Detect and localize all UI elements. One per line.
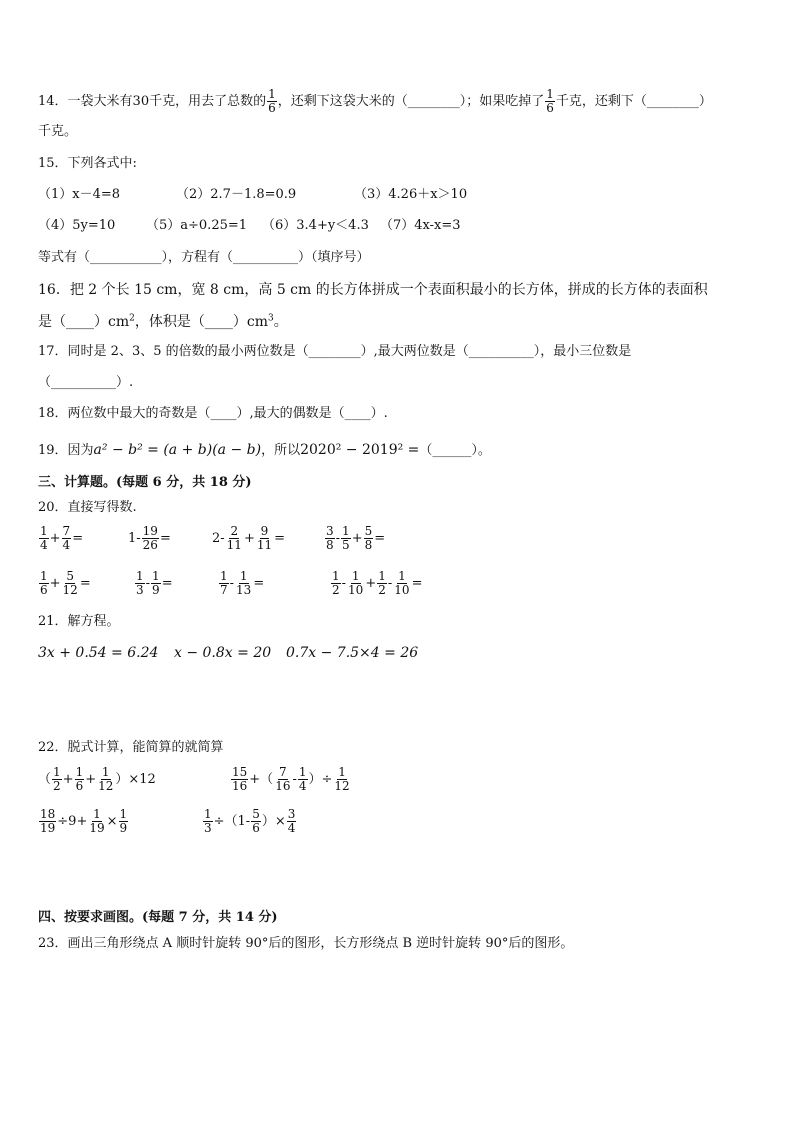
q22-d: $\frac{1}{3}$ ÷（1- $\frac{5}{6}$ ）× $\frac{3}{4}$ [204,807,296,835]
q20-title: 20．直接写得数. [38,500,137,515]
q20-d: $\frac{3}{8}$ - $\frac{1}{5}$ + $\frac{5}{8}$ = [326,524,386,552]
q14-line2: 千克。 [38,124,78,139]
q22-title: 22．脱式计算，能简算的就简算 [38,740,224,755]
q23: 23．画出三角形绕点 A 顺时针旋转 90°后的图形，长方形绕点 B 逆时针旋转 90°后的图形。 [38,936,574,951]
q20-g: $\frac{1}{7}$ - $\frac{1}{13}$ = [220,569,265,597]
q20-a: $\frac{1}{4}$ + $\frac{7}{4}$ = [40,524,84,552]
q17-line2: （__________）. [38,375,134,390]
q20-e: $\frac{1}{6}$ + $\frac{5}{12}$ = [40,569,91,597]
q20-h: $\frac{1}{2}$ - $\frac{1}{10}$ + $\frac{1}{2}$ - $\frac{1}{10}$ = [332,569,423,597]
fraction: $\frac{1}{6}$ [546,87,554,115]
q16-line2: 是$(\_\_\_\_)cm^2$，体积是$(\_\_\_\_)cm^3$。 [38,313,288,330]
expression: 2020² − 2019² = [300,442,420,458]
q22-c: $\frac{18}{19}$ ÷9+ $\frac{1}{19}$ × $\frac{1}{9}$ [40,807,128,835]
q18: 18．两位数中最大的奇数是（____）,最大的偶数是（____）. [38,406,388,421]
q20-c: 2- $\frac{2}{11}$ + $\frac{9}{11}$ = [212,524,286,552]
q20-b: 1- $\frac{19}{26}$ = [128,524,171,552]
q22-a: （ $\frac{1}{2}$ + $\frac{1}{6}$ + $\frac{1}{12}$ ）×12 [38,765,156,793]
q21-equations: 3x + 0.54 = 6.24 x − 0.8x = 20 0.7x − 7.5×4 = 26 [38,645,419,661]
q14-line1: 14．一袋大米有30千克，用去了总数的 $\frac{1}{6}$ ，还剩下这袋大米的（________）；如果吃掉了 $\frac{1}{6}$ 千克，还剩下（________） [38,87,712,115]
section-4-heading: 四、按要求画图。(每题 7 分，共 14 分) [38,910,278,925]
q22-b: $\frac{15}{16}$ +（ $\frac{7}{16}$ - $\frac{1}{4}$ ）÷ $\frac{1}{12}$ [232,765,350,793]
formula: a² − b² = (a + b)(a − b) [93,442,262,458]
q15-title: 15．下列各式中: [38,156,137,171]
q15-answer-line: 等式有（___________），方程有（__________）（填序号） [38,250,370,265]
q15-row1: （1）x－4=8 （2）2.7－1.8=0.9 （3）4.26＋x＞10 [38,187,468,202]
q16-line1: 16．把 2 个长 15 cm，宽 8 cm，高 5 cm 的长方体拼成一个表面积最小的长方体，拼成的长方体的表面积 [38,282,708,298]
section-3-heading: 三、计算题。(每题 6 分，共 18 分) [38,475,252,490]
q17-line1: 17．同时是 2、3、5 的倍数的最小两位数是（________）,最大两位数是（__________），最小三位数是 [38,344,632,359]
q20-f: $\frac{1}{3}$ - $\frac{1}{9}$ = [136,569,173,597]
q15-row2: （4）5y=10 （5）a÷0.25=1 （6）3.4+y＜4.3 （7）4x-x=3 [38,218,461,233]
fraction: $\frac{1}{6}$ [268,87,276,115]
q21-title: 21．解方程。 [38,614,120,629]
q19: 19．因为a² − b² = (a + b)(a − b)，所以2020² − 2019² =（______）。 [38,442,491,458]
